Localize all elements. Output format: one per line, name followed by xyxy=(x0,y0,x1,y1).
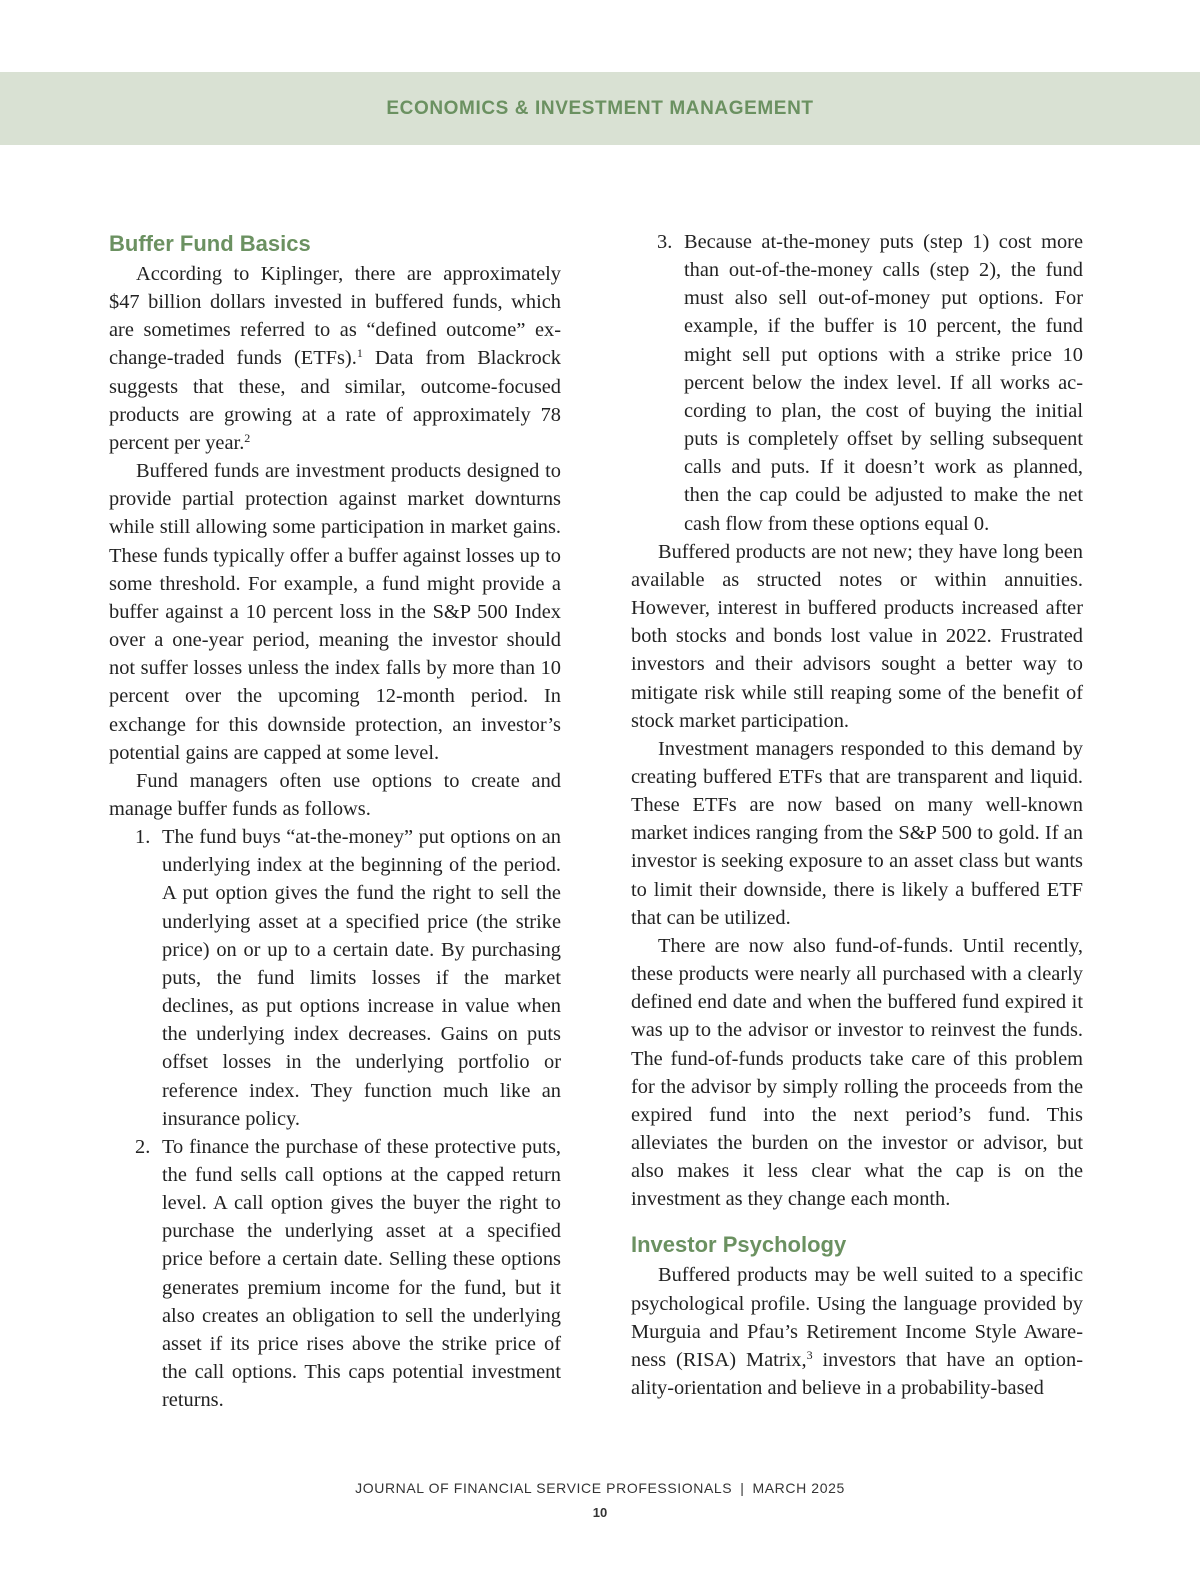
paragraph-fund-managers: Fund managers often use options to create and manage buffer funds as follows. xyxy=(109,769,561,820)
paragraph-psychology xyxy=(631,1261,1083,1402)
list-text: Because at-the-money puts (step 1) cost more than out-of-the-money calls (step 2), the fund must also sell out-of-money put options. For example, if the buffer is 10 percent, the fund might sell put options with a strike price 10 percent below the index level. If all works according to plan, the cost of buying the initial puts is completely offset by selling subsequent calls and puts. If it doesn’t work as planned, then the cap could be adjusted to make the net cash flow from these options equal 0. xyxy=(684,231,1083,535)
heading-investor-psychology: Investor Psychology xyxy=(631,1232,847,1258)
section-title: ECONOMICS & INVESTMENT MANAGEMENT xyxy=(386,97,814,119)
paragraph-buffered-products: Buffered products are not new; they have long been available as structed notes or within annuities. However, interest in buffered products increased after both stocks and bonds lost value in 2022. Frustrated investors and their advisors sought a better way to mitigate risk while still reaping some of the benefit of stock market participation. xyxy=(631,540,1083,732)
footer-journal-line xyxy=(0,1480,1200,1496)
journal-name: JOURNAL OF FINANCIAL SERVICE PROFESSIONALS xyxy=(355,1480,733,1496)
paragraph-buffered-funds: Buffered funds are investment products designed to provide partial protection against market downturns while still allowing some participation in market gains. These funds typically offer a buffer against losses up to some threshold. For example, a fund might provide a buffer against a 10 percent loss in the S&P 500 Index over a one-year period, meaning the investor should not suffer losses unless the index falls by more than 10 percent over the upcoming 12-month period. In exchange for this downside protection, an investor’s potential gains are capped at some level. xyxy=(109,460,561,764)
list-item xyxy=(135,823,561,1133)
paragraph-kiplinger xyxy=(109,260,561,457)
issue-date: MARCH 2025 xyxy=(752,1480,845,1496)
page-number: 10 xyxy=(592,1505,608,1520)
section-gap xyxy=(631,1213,1083,1229)
right-column xyxy=(631,228,1083,1402)
section-banner xyxy=(0,72,1200,145)
list-text: The fund buys “at-the-money” put options on an underlying index at the beginning of the period. A put option gives the fund the right to sell the underlying asset at a specified price (the strike price) on or up to a certain date. By purchasing puts, the fund limits losses if the market declines, as put options increase in value when the underlying index decreases. Gains on puts offset losses in the underlying portfolio or reference index. They function much like an insurance policy. xyxy=(162,826,561,1130)
footnote-ref[interactable]: 1 xyxy=(356,346,363,361)
paragraph-text: Data from Blackrock suggests that these, and similar, outcome-focused products are growing at a rate of approximately 78 percent per year. xyxy=(109,347,561,454)
paragraph-text: According to Kiplinger, there are approximately $47 billion dollars invested in buffered funds, which are sometimes referred to as “defined outcome” exchange-traded funds (ETFs). xyxy=(109,263,561,370)
steps-list-continued xyxy=(631,228,1083,538)
list-number: 3. xyxy=(657,231,673,253)
list-item xyxy=(135,1133,561,1415)
paragraph-text: Buffered products may be well suited to a specific psychological profile. Using the language provided by Murguia and Pfau’s Retirement Income Style Awareness (RISA) Matrix, xyxy=(631,1264,1083,1371)
footnote-ref[interactable]: 2 xyxy=(244,430,251,445)
list-number: 2. xyxy=(135,1135,151,1158)
list-text: To finance the purchase of these protective puts, the fund sells call options at the capped return level. A call option gives the buyer the right to purchase the underlying asset at a specified price before a certain date. Selling these options generates premium income for the fund, but it also creates an obligation to sell the underlying asset if its price rises above the strike price of the call options. This caps potential investment returns. xyxy=(162,1135,561,1412)
heading-buffer-fund-basics: Buffer Fund Basics xyxy=(109,231,311,256)
footer-separator: | xyxy=(740,1480,745,1496)
list-item xyxy=(657,228,1083,538)
paragraph-text: investors that have an optionality-orientation and believe in a probability-based xyxy=(631,1348,1083,1400)
footnote-ref[interactable]: 3 xyxy=(806,1347,813,1362)
paragraph-fund-of-funds: There are now also fund-of-funds. Until recently, these products were nearly all purchased with a clearly defined end date and when the buffered fund expired it was up to the advisor or investor to reinvest the funds. The fund-of-funds products take care of this problem for the advisor by simply rolling the proceeds from the expired fund into the next period’s fund. This alleviates the burden on the investor or advisor, but also makes it less clear what the cap is on the investment as they change each month. xyxy=(631,934,1083,1211)
steps-list xyxy=(109,823,561,1414)
list-number: 1. xyxy=(135,826,151,849)
left-column xyxy=(109,228,561,1414)
paragraph-investment-managers: Investment managers responded to this demand by creating buffered ETFs that are transparent and liquid. These ETFs are now based on many well-known market indices ranging from the S&P 500 to gold. If an investor is seeking exposure to an asset class but wants to limit their downside, there is likely a buffered ETF that can be utilized. xyxy=(631,737,1083,929)
